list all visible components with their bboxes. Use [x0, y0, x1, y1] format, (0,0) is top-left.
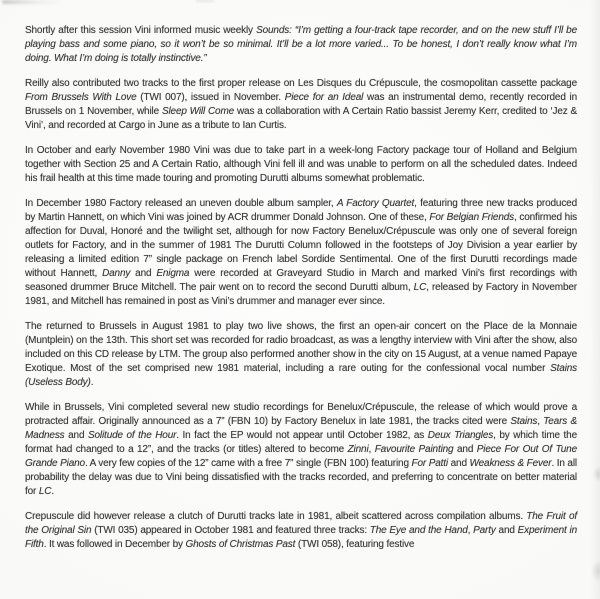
italic-run: Sleep Will Come — [161, 106, 235, 117]
text-column — [25, 24, 577, 552]
italic-run: Solitude of the Hour — [87, 430, 177, 441]
italic-run: LC — [413, 282, 427, 293]
scan-mark-right-upper — [593, 466, 600, 482]
text-run: and — [447, 458, 470, 469]
text-run: , — [537, 416, 544, 427]
text-run: , featuring three new tracks produced by Martin Hannett, on which Vini was joined by ACR drummer Donald Johnson. One of these, — [25, 198, 577, 223]
text-run: (TWI 058), featuring festive — [295, 539, 415, 550]
italic-run: From Brussels With Love — [25, 92, 137, 103]
text-run: (TWI 035) appeared in October 1981 and featured three tracks: — [91, 525, 370, 536]
italic-run: The Fruit of the Original Sin — [25, 511, 577, 536]
italic-run: Piece For Out Of Tune Grande Piano — [25, 444, 577, 469]
scan-smudge-top-left — [2, 0, 64, 4]
text-run: was a collaboration with A Certain Ratio bassist Jeremy Kerr, credited to ‘Jez & Vini’, and recorded at Cargo in June as a tribute to Ian Curtis. — [25, 106, 577, 131]
text-run: and — [130, 268, 157, 279]
text-run: . It was followed in December by — [43, 539, 186, 550]
italic-run: Ghosts of Christmas Past — [185, 539, 296, 550]
italic-run: Tears & Madness — [25, 416, 577, 441]
italic-run: Party — [473, 525, 496, 536]
paragraph — [25, 77, 577, 133]
text-run: Crepuscule did however release a clutch of Durutti tracks late in 1981, albeit scattered across compilation albums. — [25, 511, 527, 522]
text-run: In December 1980 Factory released an uneven double album sampler, — [25, 198, 337, 209]
text-run: were recorded at Graveyard Studio in March and marked Vini’s first recordings with seasoned drummer Bruce Mitchell. The pair went on to record the second Durutti album, — [25, 268, 577, 293]
text-run: . — [51, 486, 54, 497]
italic-run: Deux Triangles — [427, 430, 494, 441]
italic-run: Stains (Useless Body) — [25, 363, 577, 388]
text-run: , — [467, 525, 474, 536]
italic-run: For Belgian Friends — [429, 212, 515, 223]
text-run: In October and early November 1980 Vini was due to take part in a week-long Factory package tour of Holland and Belgium together with Section 25 and A Certain Ratio, although Vini fell ill and was unable to perform on all the scheduled dates. Indeed his frail health at this time made touring and promoting Durutti albums somewhat problematic. — [25, 145, 577, 184]
italic-run: Enigma — [156, 268, 190, 279]
paragraph — [25, 320, 577, 390]
italic-run: A Factory Quartet — [336, 198, 415, 209]
italic-run: Zinni — [347, 444, 369, 455]
text-run: was an instrumental demo, recently recorded in Brussels on 1 November, while — [25, 92, 577, 117]
paragraph — [25, 24, 577, 66]
italic-run: Sounds: “I’m getting a four-track tape recorder, and on the new stuff I’ll be playing bass and some piano, so it won’t be so minimal. It’ll be a lot more varied... To be honest, I don’t really know what I’m doing. What I’m doing is totally instinctive.” — [25, 25, 577, 64]
text-run: , confirmed his affection for Duval, Honoré and the twilight set, although for now Factory Benelux/Crépuscule was only one of several foreign outlets for Factory, and in the summer of 1981 The Durutti Column followed in the footsteps of Joy Division a year earlier by releasing a limited edition 7” single package on French label Sordide Sentimental. One of the first Durutti recordings made without Hannett, — [25, 212, 578, 279]
italic-run: Danny — [102, 268, 131, 279]
text-run: , by which time the format had changed to a 12”, and the tracks (or titles) altered to become — [25, 430, 577, 455]
text-run: . In all probability the delay was due to Vini being dissatisfied with the tracks recorded, and preferring to concentrate on better material for — [25, 458, 577, 497]
scan-edge-shade — [590, 0, 600, 599]
paragraph — [25, 144, 577, 186]
italic-run: Piece for an Ideal — [284, 92, 364, 103]
text-run: , released by Factory in November 1981, and Mitchell has remained in post as Vini’s drummer and manager ever since. — [25, 282, 577, 307]
scan-smudge-top-mid — [196, 0, 214, 2]
text-run: While in Brussels, Vini completed several new studio recordings for Benelux/Crépuscule, the release of which would prove a protracted affair. Originally announced as a 7” (FBN 10) by Factory Benelux in late 1981, the tracks cited were — [25, 402, 577, 427]
text-run: Reilly also contributed two tracks to the first proper release on Les Disques du Crépuscule, the cosmopolitan cassette package — [25, 78, 577, 89]
italic-run: The Eye and the Hand — [369, 525, 468, 536]
text-run: and — [453, 444, 477, 455]
italic-run: For Patti — [411, 458, 448, 469]
italic-run: Stains — [510, 416, 538, 427]
scan-mark-right-lower — [591, 560, 600, 582]
text-run: Shortly after this session Vini informed music weekly — [25, 25, 257, 36]
italic-run: LC — [38, 486, 52, 497]
text-run: and — [64, 430, 88, 441]
paragraph — [25, 510, 577, 552]
text-run: . — [90, 377, 94, 388]
text-run: (TWI 007), issued in November. — [136, 92, 285, 103]
text-run: and — [495, 525, 518, 536]
text-run: . In fact the EP would not appear until October 1982, as — [176, 430, 428, 441]
italic-run: Weakness & Fever — [469, 458, 552, 469]
text-run: . A very few copies of the 12” came with a free 7” single (FBN 100) featuring — [84, 458, 412, 469]
text-run: , — [368, 444, 375, 455]
paragraph — [25, 401, 577, 499]
paragraph — [25, 197, 577, 309]
italic-run: Favourite Painting — [374, 444, 454, 455]
italic-run: Experiment in Fifth — [25, 525, 577, 550]
text-run: The returned to Brussels in August 1981 to play two live shows, the first an open-air concert on the Place de la Monnaie (Muntplein) on the 13th. This short set was recorded for radio broadcast, as was a lengthy interview with Vini after the show, also included on this CD release by LTM. The group also performed another show in the city on 15 August, at a venue named Papaye Exotique. Most of the set comprised new 1981 material, including a rare outing for the confessional vocal number — [25, 321, 577, 374]
